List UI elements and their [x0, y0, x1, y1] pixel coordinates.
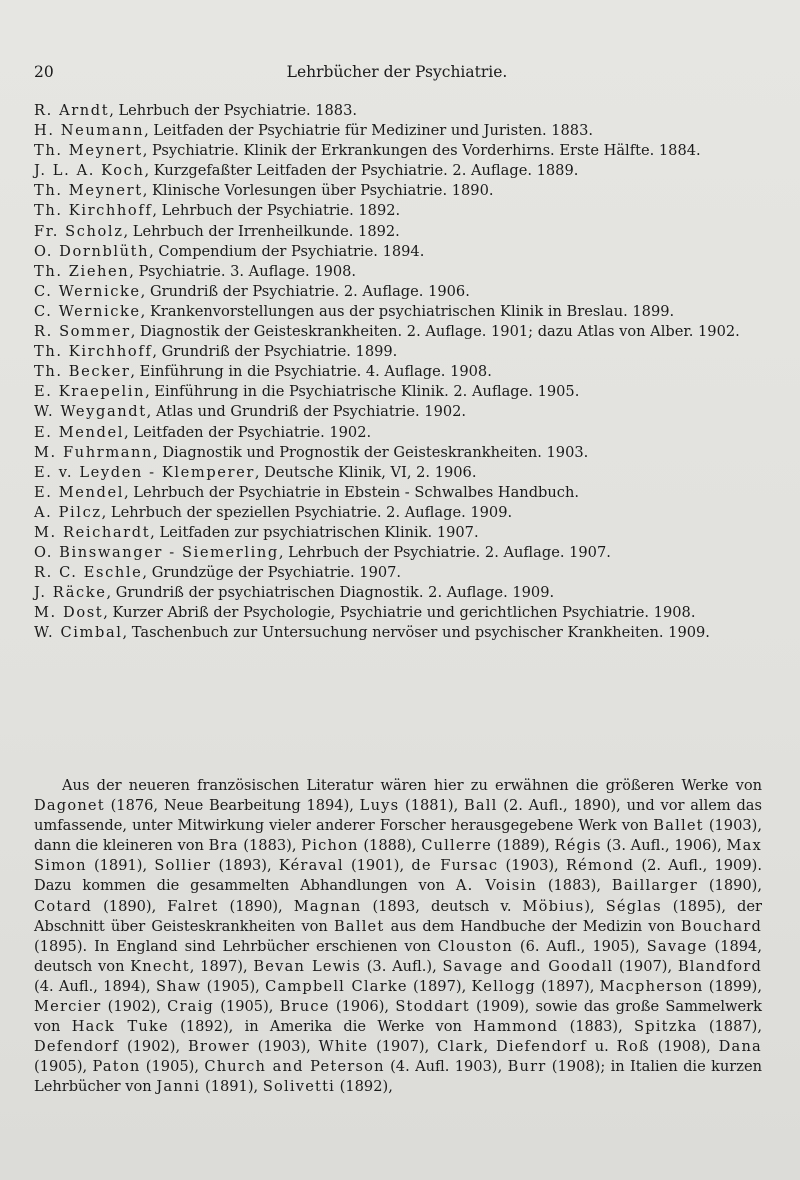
- cited-author: Séglas: [605, 897, 662, 915]
- paragraph-text: (1908),: [649, 1038, 719, 1056]
- cited-author: Kellogg: [471, 977, 536, 995]
- reference-author: C. Wernicke: [34, 302, 141, 320]
- reference-author: Th. Kirchhoff: [34, 202, 153, 220]
- reference-author: C. Wernicke: [34, 282, 141, 300]
- cited-author: Max Simon: [34, 837, 762, 875]
- cited-author: Solivetti: [262, 1078, 336, 1096]
- reference-author: M. Dost: [34, 604, 104, 622]
- paragraph-text: (1905),: [201, 977, 266, 995]
- paragraph-text: (1887),: [697, 1018, 762, 1036]
- reference-entry: [34, 402, 761, 422]
- reference-text: , Atlas und Grundriß der Psychiatrie. 1902.: [146, 403, 467, 421]
- cited-author: Cullerre: [421, 837, 492, 855]
- cited-author: Ballet: [653, 817, 704, 835]
- cited-author: Stoddart: [395, 998, 470, 1016]
- reference-list: [34, 101, 761, 644]
- reference-entry: [34, 282, 761, 302]
- paragraph-text: Aus der neueren französischen Literatur wären hier zu erwähnen die größeren Werke von: [62, 777, 762, 794]
- cited-author: Möbius: [522, 897, 585, 915]
- paragraph-text: (1888),: [358, 837, 422, 855]
- paragraph-text: (1903),: [498, 857, 566, 875]
- cited-author: Church and Peterson: [204, 1058, 385, 1076]
- cited-author: Sollier: [154, 857, 212, 875]
- paragraph-text: (4. Aufl., 1894),: [34, 977, 156, 995]
- paragraph-text: (1883),: [558, 1018, 635, 1036]
- reference-author: Th. Kirchhoff: [34, 343, 153, 361]
- cited-author: de Fursac: [411, 857, 499, 875]
- reference-author: J. Räcke: [34, 584, 107, 602]
- reference-text: , Krankenvorstellungen aus der psychiatrischen Klinik in Breslau. 1899.: [140, 302, 675, 320]
- cited-author: Defendorf: [34, 1038, 120, 1056]
- paragraph-text: , 1897),: [189, 957, 254, 975]
- cited-author: Diefendorf: [495, 1038, 587, 1056]
- reference-entry: [34, 543, 761, 563]
- paragraph-text: (1902),: [101, 998, 168, 1016]
- cited-author: A. Voisin: [455, 877, 537, 895]
- cited-author: Kéraval: [278, 857, 344, 875]
- paragraph-text: (1903),: [249, 1038, 319, 1056]
- running-title: Lehrbücher der Psychiatrie.: [286, 63, 508, 81]
- paragraph-text: (1899),: [703, 977, 762, 995]
- reference-text: , Kurzer Abriß der Psychologie, Psychiatrie und gerichtlichen Psychiatrie. 1908.: [103, 604, 696, 622]
- reference-text: , Lehrbuch der Psychiatrie. 1883.: [109, 102, 358, 119]
- cited-author: Shaw: [155, 977, 202, 995]
- reference-text: , Grundriß der psychiatrischen Diagnostik. 2. Auflage. 1909.: [106, 584, 555, 602]
- paragraph-text: (1895). In England sind Lehrbücher erschienen von: [34, 937, 438, 955]
- reference-author: O. Binswanger - Siemerling: [34, 544, 279, 562]
- reference-text: , Grundzüge der Psychiatrie. 1907.: [142, 564, 402, 582]
- paragraph-text: (1905),: [34, 1058, 93, 1076]
- paragraph-text: ),: [584, 897, 606, 915]
- cited-author: Blandford: [677, 957, 762, 975]
- reference-entry: [34, 322, 761, 342]
- reference-author: E. v. Leyden - Klemperer: [34, 463, 255, 481]
- paragraph-text: (1893),: [211, 857, 279, 875]
- reference-entry: [34, 141, 761, 161]
- page-number: 20: [34, 63, 54, 81]
- cited-author: Ballet: [334, 917, 385, 935]
- cited-author: Ball: [463, 797, 498, 815]
- cited-author: Dana: [718, 1038, 762, 1056]
- cited-author: Roß: [616, 1038, 650, 1056]
- reference-author: H. Neumann: [34, 122, 145, 140]
- paragraph-text: (1909), sowie das große Sammelwerk von: [34, 998, 762, 1036]
- cited-author: Rémond: [565, 857, 635, 875]
- paragraph-text: (1903), dann die kleineren von: [34, 817, 762, 855]
- reference-author: R. C. Eschle: [34, 564, 143, 582]
- paragraph-text: (4. Aufl. 1903),: [384, 1058, 508, 1076]
- paragraph-text: (1905),: [213, 998, 280, 1016]
- paragraph-text: (1890),: [218, 897, 294, 915]
- reference-text: , Lehrbuch der Psychiatrie in Ebstein - Schwalbes Handbuch.: [123, 483, 580, 501]
- cited-author: Knecht: [130, 957, 190, 975]
- cited-author: Hammond: [473, 1018, 559, 1036]
- body-paragraph: [34, 776, 762, 1098]
- cited-author: Falret: [167, 897, 219, 915]
- reference-entry: [34, 342, 761, 362]
- reference-text: , Kurzgefaßter Leitfaden der Psychiatrie. 2. Auflage. 1889.: [144, 162, 579, 180]
- reference-author: Th. Meynert: [34, 142, 143, 160]
- reference-entry: [34, 262, 761, 282]
- reference-text: , Grundriß der Psychiatrie. 2. Auflage. 1906.: [140, 282, 470, 300]
- paragraph-text: (1891),: [200, 1078, 263, 1096]
- reference-entry: [34, 302, 761, 322]
- cited-author: Bouchard: [680, 917, 762, 935]
- reference-text: , Diagnostik und Prognostik der Geisteskrankheiten. 1903.: [153, 443, 589, 461]
- reference-entry: [34, 382, 761, 402]
- reference-entry: [34, 463, 761, 483]
- reference-entry: [34, 603, 761, 623]
- paragraph-text: (1894, deutsch von: [34, 937, 762, 975]
- reference-author: R. Arndt: [34, 102, 110, 119]
- cited-author: Spitzka: [634, 1018, 698, 1036]
- paragraph-text: (1906),: [329, 998, 396, 1016]
- reference-text: , Diagnostik der Geisteskrankheiten. 2. Auflage. 1901; dazu Atlas von Alber. 1902.: [130, 323, 740, 341]
- cited-author: Craig: [167, 998, 214, 1016]
- paragraph-text: (1883),: [238, 837, 302, 855]
- cited-author: Bevan Lewis: [253, 957, 361, 975]
- reference-author: R. Sommer: [34, 323, 131, 341]
- paragraph-text: (1901),: [343, 857, 412, 875]
- reference-text: , Taschenbuch zur Untersuchung nervöser und psychischer Krankheiten. 1909.: [122, 624, 710, 642]
- reference-author: E. Mendel: [34, 483, 124, 501]
- cited-author: Campbell Clarke: [265, 977, 408, 995]
- cited-author: Burr: [507, 1058, 547, 1076]
- reference-text: , Psychiatrie. 3. Auflage. 1908.: [129, 262, 357, 280]
- cited-author: Janni: [156, 1078, 201, 1096]
- cited-author: Mercier: [34, 998, 102, 1016]
- paragraph-text: (1890),: [92, 897, 168, 915]
- reference-entry: [34, 222, 761, 242]
- paragraph-text: (3. Aufl.),: [361, 957, 443, 975]
- reference-text: , Leitfaden der Psychiatrie. 1902.: [123, 423, 372, 441]
- reference-text: , Leitfaden der Psychiatrie für Mediziner und Juristen. 1883.: [144, 122, 594, 140]
- page-header: [34, 60, 760, 84]
- reference-text: , Lehrbuch der Psychiatrie. 1892.: [152, 202, 401, 220]
- cited-author: Bra: [208, 837, 239, 855]
- cited-author: Baillarger: [611, 877, 698, 895]
- cited-author: White: [318, 1038, 369, 1056]
- reference-entry: [34, 443, 761, 463]
- reference-entry: [34, 362, 761, 382]
- reference-author: M. Fuhrmann: [34, 443, 154, 461]
- reference-entry: [34, 483, 761, 503]
- reference-entry: [34, 121, 761, 141]
- paragraph-text: aus dem Handbuche der Medizin von: [384, 917, 681, 935]
- cited-author: Clouston: [437, 937, 513, 955]
- paragraph-text: (2. Aufl., 1909). Dazu kommen die gesammelten Abhandlungen von: [34, 857, 762, 895]
- paragraph-text: (1902),: [119, 1038, 188, 1056]
- reference-text: , Compendium der Psychiatrie. 1894.: [149, 242, 425, 260]
- reference-text: , Einführung in die Psychiatrie. 4. Auflage. 1908.: [130, 363, 492, 381]
- cited-author: Magnan: [293, 897, 362, 915]
- paragraph-text: (1905),: [140, 1058, 205, 1076]
- paragraph-text: (1881),: [399, 797, 464, 815]
- reference-author: A. Pilcz: [34, 503, 102, 521]
- cited-author: Clark: [437, 1038, 484, 1056]
- paragraph-text: (1876, Neue Bearbeitung 1894),: [104, 797, 360, 815]
- cited-author: Bruce: [279, 998, 330, 1016]
- paragraph-text: (3. Aufl., 1906),: [601, 837, 727, 855]
- paragraph-text: (1893, deutsch v.: [361, 897, 523, 915]
- reference-text: , Lehrbuch der Psychiatrie. 2. Auflage. 1907.: [278, 544, 611, 562]
- cited-author: Dagonet: [34, 797, 105, 815]
- paragraph-text: (1897),: [407, 977, 472, 995]
- reference-author: M. Reichardt: [34, 523, 151, 541]
- reference-entry: [34, 423, 761, 443]
- cited-author: Régis: [554, 837, 602, 855]
- reference-text: , Klinische Vorlesungen über Psychiatrie. 1890.: [142, 182, 494, 200]
- reference-text: , Psychiatrie. Klinik der Erkrankungen des Vorderhirns. Erste Hälfte. 1884.: [142, 142, 701, 160]
- reference-text: , Lehrbuch der Irrenheilkunde. 1892.: [123, 222, 400, 240]
- reference-author: W. Cimbal: [34, 624, 123, 642]
- paragraph-text: (6. Aufl., 1905),: [512, 937, 647, 955]
- cited-author: Savage: [646, 937, 708, 955]
- reference-author: Th. Becker: [34, 363, 131, 381]
- paragraph-text: (2. Aufl., 1890), und vor allem das umfassende, unter Mitwirkung vieler anderer Forscher herausgegebene Werk von: [34, 797, 762, 835]
- reference-entry: [34, 242, 761, 262]
- reference-entry: [34, 201, 761, 221]
- reference-text: , Einführung in die Psychiatrische Klinik. 2. Auflage. 1905.: [145, 383, 580, 401]
- reference-author: E. Kraepelin: [34, 383, 146, 401]
- reference-entry: [34, 563, 761, 583]
- reference-author: W. Weygandt: [34, 403, 147, 421]
- reference-entry: [34, 523, 761, 543]
- cited-author: Brower: [187, 1038, 250, 1056]
- reference-entry: [34, 503, 761, 523]
- cited-author: Paton: [92, 1058, 141, 1076]
- paragraph-text: (1908); in Italien die kurzen Lehrbücher von: [34, 1058, 763, 1096]
- paragraph-text: (1892),: [335, 1078, 393, 1096]
- paragraph-text: (1889),: [491, 837, 555, 855]
- reference-author: E. Mendel: [34, 423, 124, 441]
- reference-entry: [34, 623, 761, 643]
- paragraph-text: (1895), der Abschnitt über Geisteskrankheiten von: [34, 897, 762, 935]
- cited-author: Luys: [359, 797, 400, 815]
- paragraph-text: (1890),: [697, 877, 763, 895]
- reference-author: Th. Meynert: [34, 182, 143, 200]
- cited-author: Macpherson: [599, 977, 704, 995]
- cited-author: Hack Tuke: [71, 1018, 169, 1036]
- reference-entry: [34, 161, 761, 181]
- paragraph-text: (1892), in Amerika die Werke von: [168, 1018, 474, 1036]
- paragraph-text: (1897),: [535, 977, 600, 995]
- reference-author: Fr. Scholz: [34, 222, 124, 240]
- reference-author: J. L. A. Koch: [34, 162, 145, 180]
- paragraph-text: ,: [483, 1038, 496, 1056]
- reference-author: Th. Ziehen: [34, 262, 130, 280]
- paragraph-text: (1907),: [368, 1038, 438, 1056]
- reference-entry: [34, 101, 761, 121]
- reference-entry: [34, 181, 761, 201]
- reference-entry: [34, 583, 761, 603]
- paragraph-text: u.: [586, 1038, 617, 1056]
- cited-author: Cotard: [34, 897, 93, 915]
- paragraph-text: (1883),: [536, 877, 612, 895]
- reference-author: O. Dornblüth: [34, 242, 150, 260]
- reference-text: , Deutsche Klinik, VI, 2. 1906.: [254, 463, 477, 481]
- cited-author: Savage and Goodall: [442, 957, 614, 975]
- paragraph-text: (1907),: [613, 957, 678, 975]
- paragraph-text: (1891),: [86, 857, 155, 875]
- reference-text: , Lehrbuch der speziellen Psychiatrie. 2. Auflage. 1909.: [101, 503, 513, 521]
- reference-text: , Leitfaden zur psychiatrischen Klinik. 1907.: [150, 523, 479, 541]
- cited-author: Pichon: [301, 837, 359, 855]
- reference-text: , Grundriß der Psychiatrie. 1899.: [152, 343, 398, 361]
